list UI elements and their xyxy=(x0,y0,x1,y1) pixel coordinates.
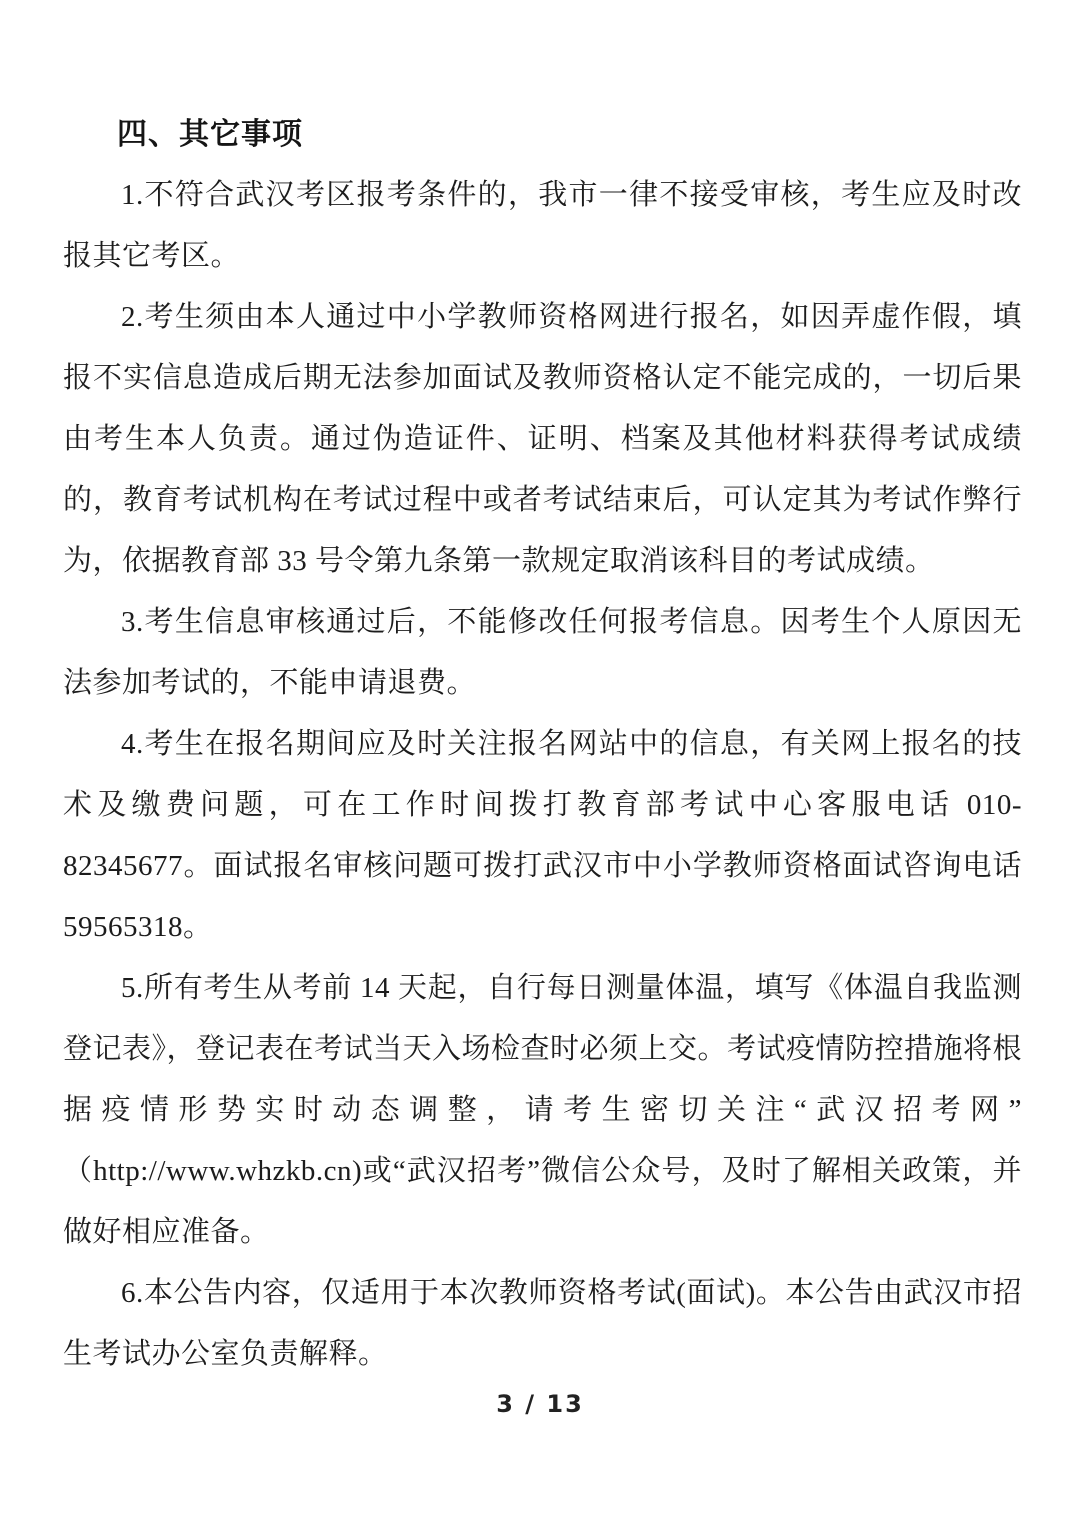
paragraph-3: 3.考生信息审核通过后，不能修改任何报考信息。因考生个人原因无法参加考试的，不能申请退费。 xyxy=(63,606,1022,699)
paragraph-4: 4.考生在报名期间应及时关注报名网站中的信息，有关网上报名的技术及缴费问题，可在工作时间拨打教育部考试中心客服电话 010-82345677。面试报名审核问题可拨打武汉市中小学教师资格面试咨询电话 59565318。 xyxy=(63,728,1022,943)
paragraph-6: 6.本公告内容，仅适用于本次教师资格考试(面试)。本公告由武汉市招生考试办公室负责解释。 xyxy=(63,1277,1022,1370)
section-heading: 四、其它事项 xyxy=(117,117,303,152)
paragraph-1: 1.不符合武汉考区报考条件的，我市一律不接受审核，考生应及时改报其它考区。 xyxy=(63,179,1022,272)
document-body xyxy=(63,104,1022,1385)
page-number: 3 / 13 xyxy=(496,1390,584,1418)
paragraph-5: 5.所有考生从考前 14 天起，自行每日测量体温，填写《体温自我监测登记表》，登记表在考试当天入场检查时必须上交。考试疫情防控措施将根据疫情形势实时动态调整，请考生密切关注“武汉招考网”（http://www.whzkb.cn)或“武汉招考”微信公众号，及时了解相关政策，并做好相应准备。 xyxy=(63,972,1023,1248)
paragraph-2: 2.考生须由本人通过中小学教师资格网进行报名，如因弄虚作假，填报不实信息造成后期无法参加面试及教师资格认定不能完成的，一切后果由考生本人负责。通过伪造证件、证明、档案及其他材料获得考试成绩的，教育考试机构在考试过程中或者考试结束后，可认定其为考试作弊行为，依据教育部 33 号令第九条第一款规定取消该科目的考试成绩。 xyxy=(63,301,1022,577)
